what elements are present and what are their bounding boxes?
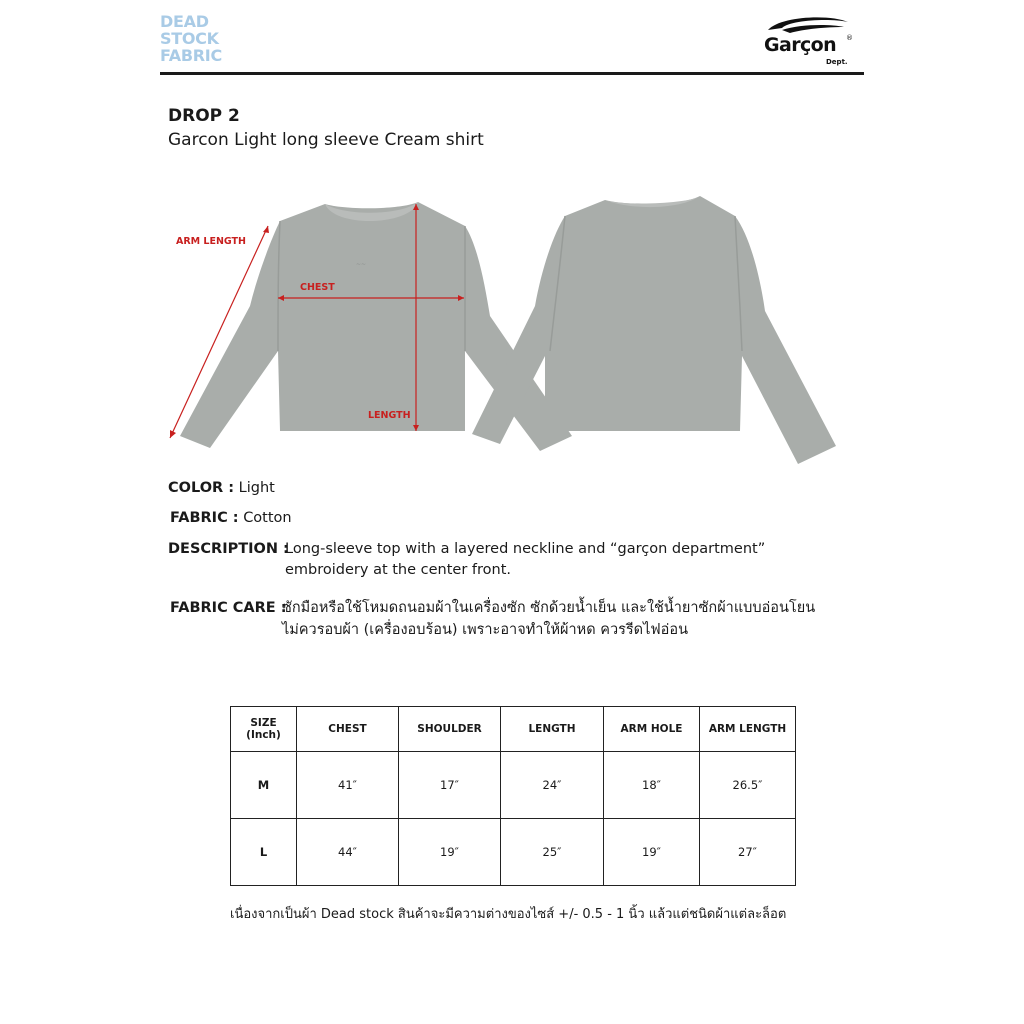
color-label: COLOR : [168, 480, 235, 496]
arm-hole-cell: 19″ [604, 819, 700, 886]
arm-length-cell: 26.5″ [700, 752, 796, 819]
fabric-value: Cotton [243, 510, 292, 526]
logo-wordmark: Garçon [764, 34, 837, 56]
header-divider [160, 72, 864, 75]
brand-line-2: STOCK [160, 29, 219, 48]
chest-cell: 44″ [297, 819, 399, 886]
header-size [231, 707, 297, 752]
arm-length-cell: 27″ [700, 819, 796, 886]
shirt-illustration [160, 186, 860, 476]
shoulder-cell: 17″ [399, 752, 501, 819]
description-line-1: Long-sleeve top with a layered neckline and “garçon department” [285, 541, 766, 557]
fabric-care-line-2: ไม่ควรอบผ้า (เครื่องอบร้อน) เพราะอาจทำให้ผ้าหด ควรรีดไฟอ่อน [282, 622, 688, 638]
fabric-label: FABRIC : [170, 510, 239, 526]
length-label: LENGTH [368, 410, 411, 421]
fabric-care-label: FABRIC CARE : [170, 600, 287, 616]
garcon-logo [760, 14, 856, 66]
table-row [231, 752, 796, 819]
size-variance-note: เนื่องจากเป็นผ้า Dead stock สินค้าจะมีความต่างของไซส์ +/- 0.5 - 1 นิ้ว แล้วแต่ชนิดผ้าแต่ละล็อต [230, 907, 787, 922]
length-cell: 24″ [501, 752, 604, 819]
dead-stock-fabric-logo [160, 13, 240, 64]
registered-mark: ® [846, 34, 853, 42]
length-cell: 25″ [501, 819, 604, 886]
product-name: Garcon Light long sleeve Cream shirt [168, 130, 484, 150]
header-shoulder: SHOULDER [399, 707, 501, 752]
header-chest: CHEST [297, 707, 399, 752]
brand-line-3: FABRIC [160, 46, 222, 65]
header-arm-length: ARM LENGTH [700, 707, 796, 752]
shoulder-cell: 19″ [399, 819, 501, 886]
fabric-care-line-1: ซักมือหรือใช้โหมดถนอมผ้าในเครื่องซัก ซักด้วยน้ำเย็น และใช้น้ำยาซักผ้าแบบอ่อนโยน [282, 600, 816, 616]
header-arm-hole: ARM HOLE [604, 707, 700, 752]
brand-line-1: DEAD [160, 12, 209, 31]
color-spec [168, 478, 275, 499]
description-line-2: embroidery at the center front. [285, 562, 512, 578]
header-size-line-1: SIZE [250, 717, 277, 729]
size-chart-table [230, 706, 796, 886]
table-row [231, 819, 796, 886]
size-cell: M [231, 752, 297, 819]
table-header-row [231, 707, 796, 752]
arm-length-label: ARM LENGTH [176, 236, 246, 247]
embroidery-mark: ~~ [356, 261, 367, 268]
size-cell: L [231, 819, 297, 886]
description-label: DESCRIPTION : [168, 541, 289, 557]
fabric-spec [170, 508, 292, 529]
drop-title: DROP 2 [168, 106, 240, 126]
header-length: LENGTH [501, 707, 604, 752]
chest-cell: 41″ [297, 752, 399, 819]
chest-label: CHEST [300, 282, 335, 293]
header-size-line-2: (Inch) [246, 729, 281, 741]
arm-hole-cell: 18″ [604, 752, 700, 819]
color-value: Light [238, 480, 275, 496]
logo-dept: Dept. [826, 58, 848, 66]
